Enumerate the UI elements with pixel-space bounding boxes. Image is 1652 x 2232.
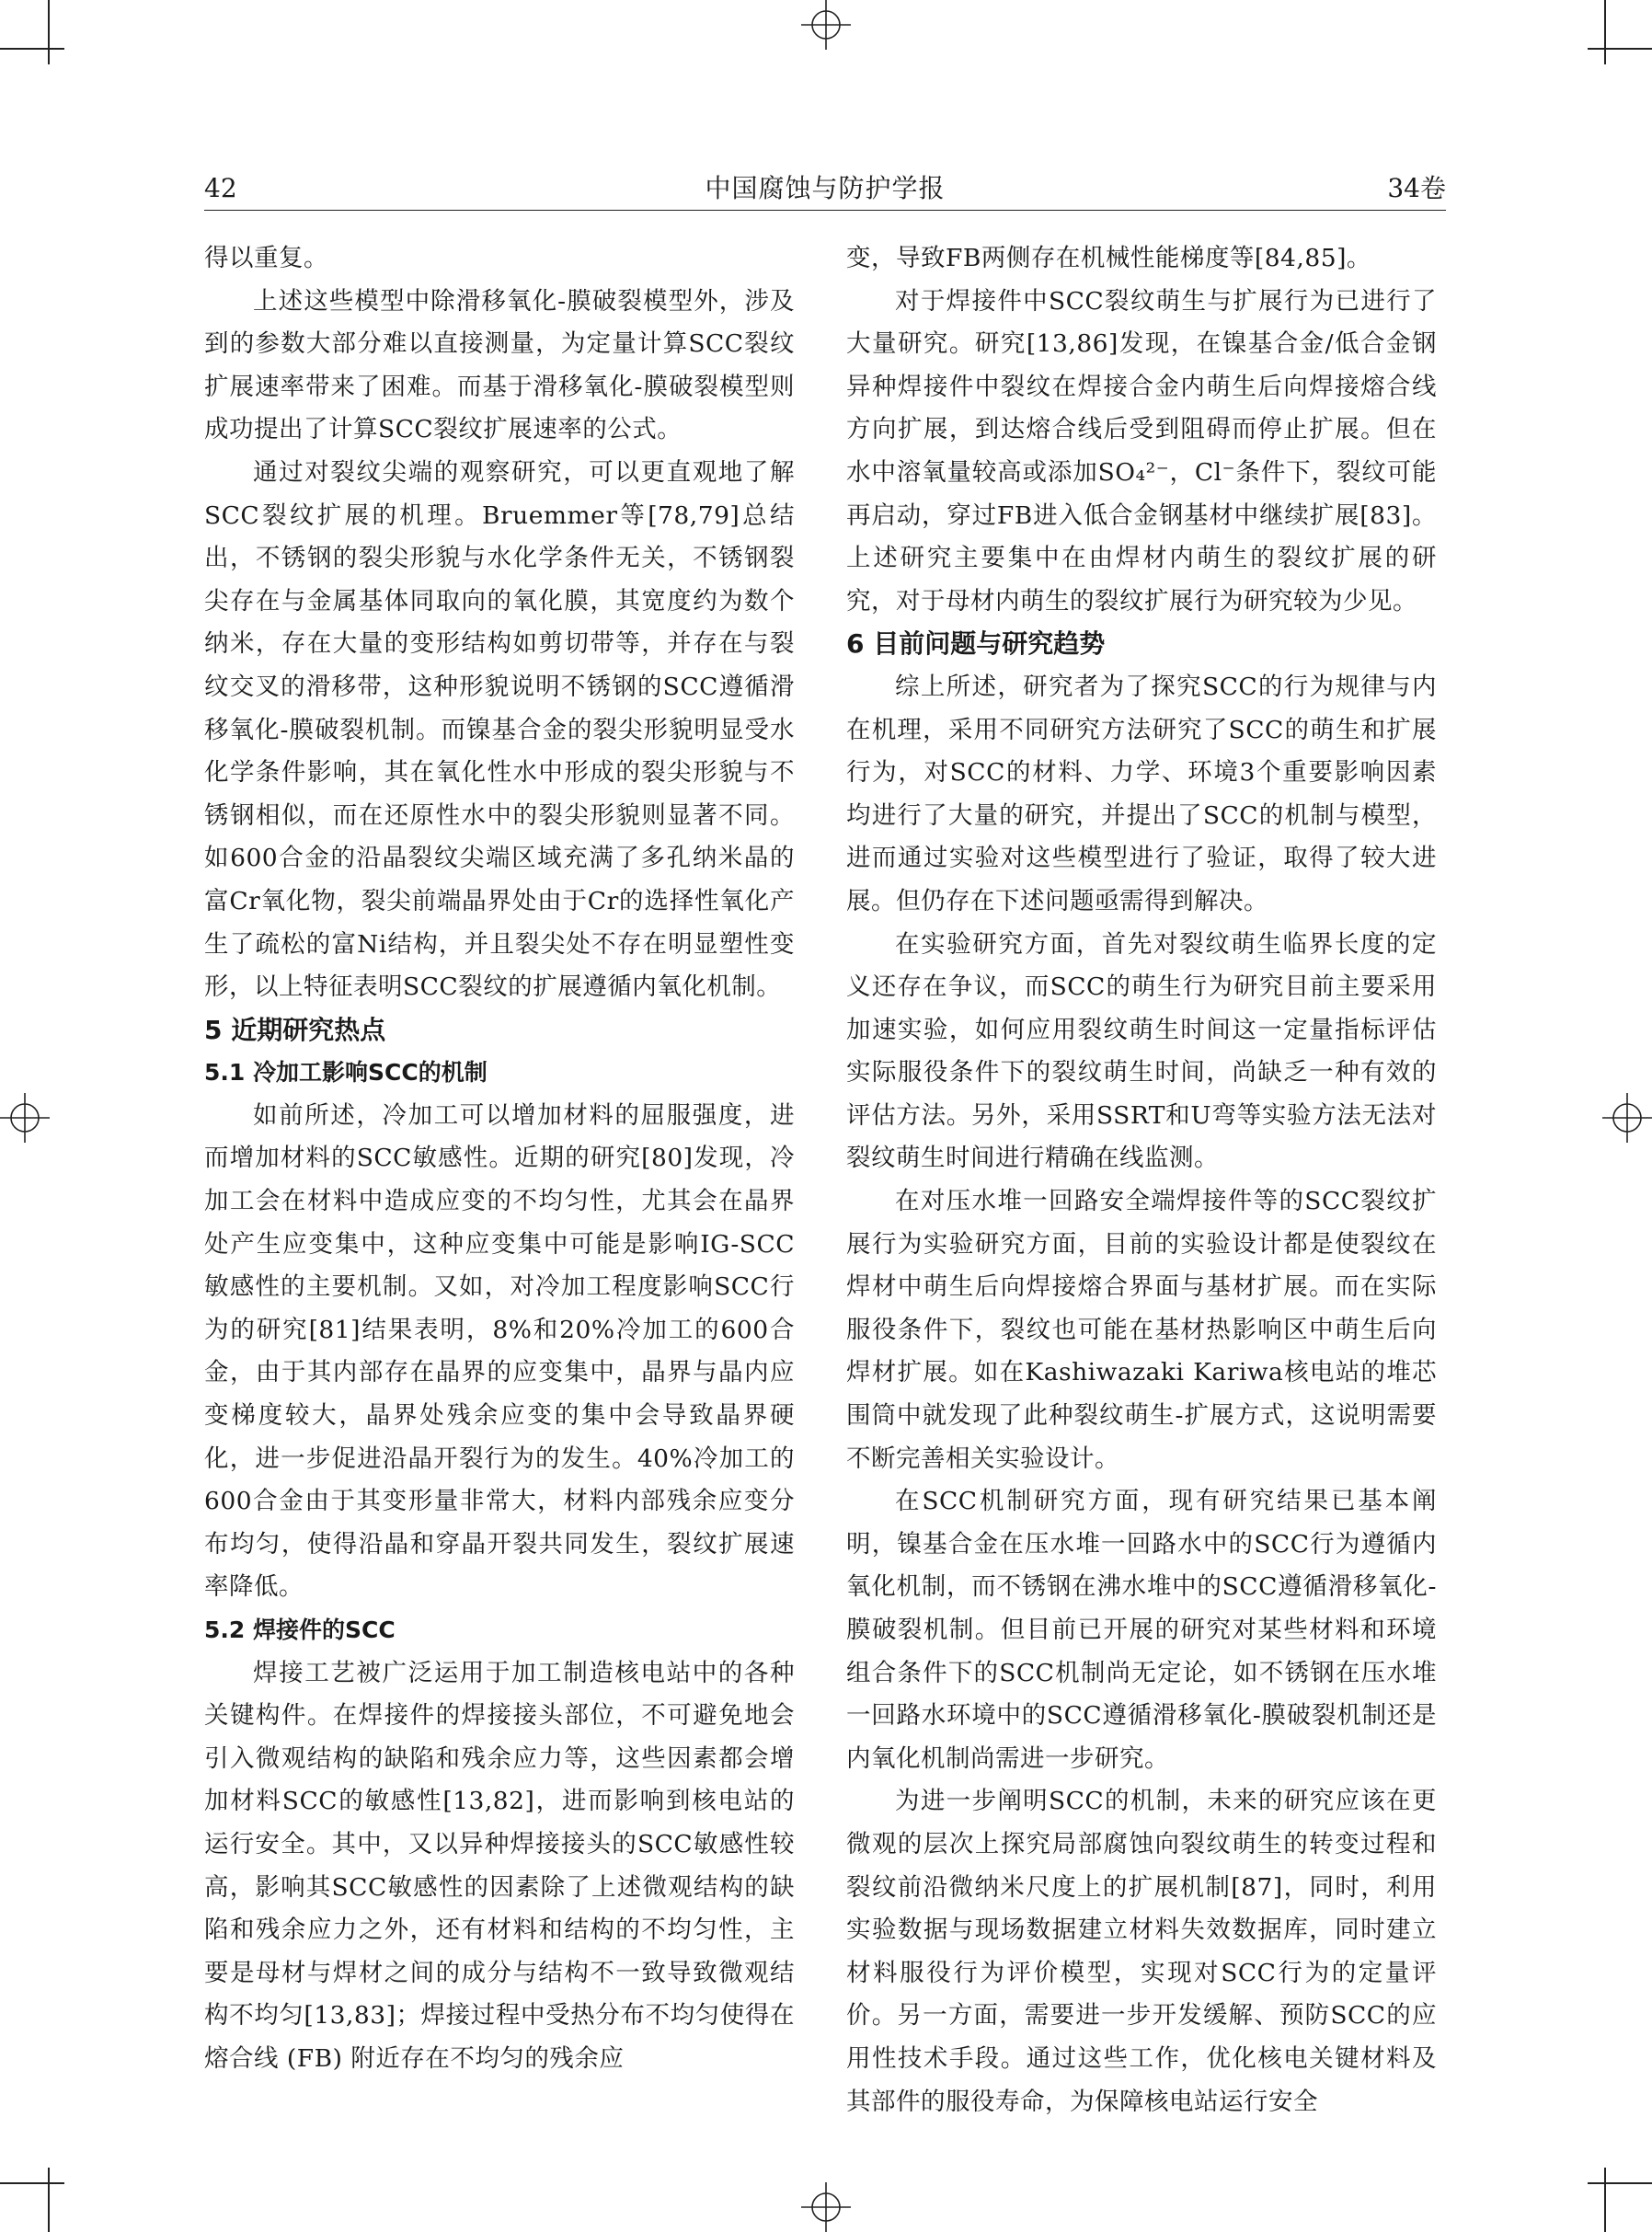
- paragraph: 对于焊接件中SCC裂纹萌生与扩展行为已进行了大量研究。研究[13,86]发现，在镍基合金/低合金钢异种焊接件中裂纹在焊接合金内萌生后向焊接熔合线方向扩展，到达熔合线后受到阻碍而停止扩展。但在水中溶氧量较高或添加SO₄²⁻，Cl⁻条件下，裂纹可能再启动，穿过FB进入低合金钢基材中继续扩展[83]。上述研究主要集中在由焊材内萌生的裂纹扩展的研究，对于母材内萌生的裂纹扩展行为研究较为少见。: [846, 286, 1437, 616]
- paragraph: 在实验研究方面，首先对裂纹萌生临界长度的定义还存在争议，而SCC的萌生行为研究目前主要采用加速实验，如何应用裂纹萌生时间这一定量指标评估实际服役条件下的裂纹萌生时间，尚缺乏一种有效的评估方法。另外，采用SSRT和U弯等实验方法无法对裂纹萌生时间进行精确在线监测。: [846, 929, 1437, 1173]
- paragraph: 得以重复。: [204, 244, 328, 272]
- crop-mark: [48, 2168, 50, 2232]
- crop-mark: [0, 2182, 64, 2184]
- crop-mark: [1604, 2168, 1606, 2232]
- registration-mark-icon: [801, 2182, 851, 2232]
- registration-mark-icon: [801, 0, 851, 50]
- subsection-heading: 5.2 焊接件的SCC: [204, 1616, 396, 1643]
- paragraph: 如前所述，冷加工可以增加材料的屈服强度，进而增加材料的SCC敏感性。近期的研究[80]发现，冷加工会在材料中造成应变的不均匀性，尤其会在晶界处产生应变集中，这种应变集中可能是影响IG-SCC敏感性的主要机制。又如，对冷加工程度影响SCC行为的研究[81]结果表明，8%和20%冷加工的600合金，由于其内部存在晶界的应变集中，晶界与晶内应变梯度较大，晶界处残余应变的集中会导致晶界硬化，进一步促进沿晶开裂行为的发生。40%冷加工的600合金由于其变形量非常大，材料内部残余应变分布均匀，使得沿晶和穿晶开裂共同发生，裂纹扩展速率降低。: [204, 1100, 795, 1602]
- crop-mark: [1588, 48, 1652, 50]
- crop-mark: [48, 0, 50, 64]
- crop-mark: [0, 48, 64, 50]
- journal-title: 中国腐蚀与防护学报: [705, 173, 946, 203]
- registration-mark-icon: [1602, 1093, 1652, 1143]
- page-number: 42: [204, 173, 237, 203]
- registration-mark-icon: [0, 1093, 50, 1143]
- section-heading: 6 目前问题与研究趋势: [846, 628, 1106, 660]
- crop-mark: [1588, 2182, 1652, 2184]
- running-head: [204, 167, 1446, 211]
- paragraph: 通过对裂纹尖端的观察研究，可以更直观地了解SCC裂纹扩展的机理。Bruemmer等[78,79]总结出，不锈钢的裂尖形貌与水化学条件无关，不锈钢裂尖存在与金属基体同取向的氧化膜，其宽度约为数个纳米，存在大量的变形结构如剪切带等，并存在与裂纹交叉的滑移带，这种形貌说明不锈钢的SCC遵循滑移氧化-膜破裂机制。而镍基合金的裂尖形貌明显受水化学条件影响，其在氧化性水中形成的裂尖形貌与不锈钢相似，而在还原性水中的裂尖形貌则显著不同。如600合金的沿晶裂纹尖端区域充满了多孔纳米晶的富Cr氧化物，裂尖前端晶界处由于Cr的选择性氧化产生了疏松的富Ni结构，并且裂尖处不存在明显塑性变形，以上特征表明SCC裂纹的扩展遵循内氧化机制。: [204, 457, 795, 1002]
- left-column: [204, 237, 795, 2081]
- paragraph: 在对压水堆一回路安全端焊接件等的SCC裂纹扩展行为实验研究方面，目前的实验设计都是使裂纹在焊材中萌生后向焊接熔合界面与基材扩展。而在实际服役条件下，裂纹也可能在基材热影响区中萌生后向焊材扩展。如在Kashiwazaki Kariwa核电站的堆芯围筒中就发现了此种裂纹萌生-扩展方式，这说明需要不断完善相关实验设计。: [846, 1187, 1437, 1473]
- paragraph: 变，导致FB两侧存在机械性能梯度等[84,85]。: [846, 244, 1371, 272]
- subsection-heading: 5.1 冷加工影响SCC的机制: [204, 1059, 488, 1087]
- paragraph: 为进一步阐明SCC的机制，未来的研究应该在更微观的层次上探究局部腐蚀向裂纹萌生的转变过程和裂纹前沿微纳米尺度上的扩展机制[87]，同时，利用实验数据与现场数据建立材料失效数据库，同时建立材料服役行为评价模型，实现对SCC行为的定量评价。另一方面，需要进一步开发缓解、预防SCC的应用性技术手段。通过这些工作，优化核电关键材料及其部件的服役寿命，为保障核电站运行安全: [846, 1787, 1437, 2116]
- volume-label: 34卷: [1387, 173, 1446, 203]
- right-column: [846, 237, 1437, 2123]
- crop-mark: [1604, 0, 1606, 64]
- paragraph: 焊接工艺被广泛运用于加工制造核电站中的各种关键构件。在焊接件的焊接接头部位，不可避免地会引入微观结构的缺陷和残余应力等，这些因素都会增加材料SCC的敏感性[13,82]，进而影响到核电站的运行安全。其中，又以异种焊接接头的SCC敏感性较高，影响其SCC敏感性的因素除了上述微观结构的缺陷和残余应力之外，还有材料和结构的不均匀性，主要是母材与焊材之间的成分与结构不一致导致微观结构不均匀[13,83]；焊接过程中受热分布不均匀使得在熔合线 (FB) 附近存在不均匀的残余应: [204, 1658, 795, 2073]
- paragraph: 综上所述，研究者为了探究SCC的行为规律与内在机理，采用不同研究方法研究了SCC的萌生和扩展行为，对SCC的材料、力学、环境3个重要影响因素均进行了大量的研究，并提出了SCC的机制与模型，进而通过实验对这些模型进行了验证，取得了较大进展。但仍存在下述问题亟需得到解决。: [846, 672, 1437, 915]
- section-heading: 5 近期研究热点: [204, 1014, 386, 1045]
- paragraph: 在SCC机制研究方面，现有研究结果已基本阐明，镍基合金在压水堆一回路水中的SCC行为遵循内氧化机制，而不锈钢在沸水堆中的SCC遵循滑移氧化-膜破裂机制。但目前已开展的研究对某些材料和环境组合条件下的SCC机制尚无定论，如不锈钢在压水堆一回路水环境中的SCC遵循滑移氧化-膜破裂机制还是内氧化机制尚需进一步研究。: [846, 1487, 1437, 1773]
- paragraph: 上述这些模型中除滑移氧化-膜破裂模型外，涉及到的参数大部分难以直接测量，为定量计算SCC裂纹扩展速率带来了困难。而基于滑移氧化-膜破裂模型则成功提出了计算SCC裂纹扩展速率的公式。: [204, 286, 795, 444]
